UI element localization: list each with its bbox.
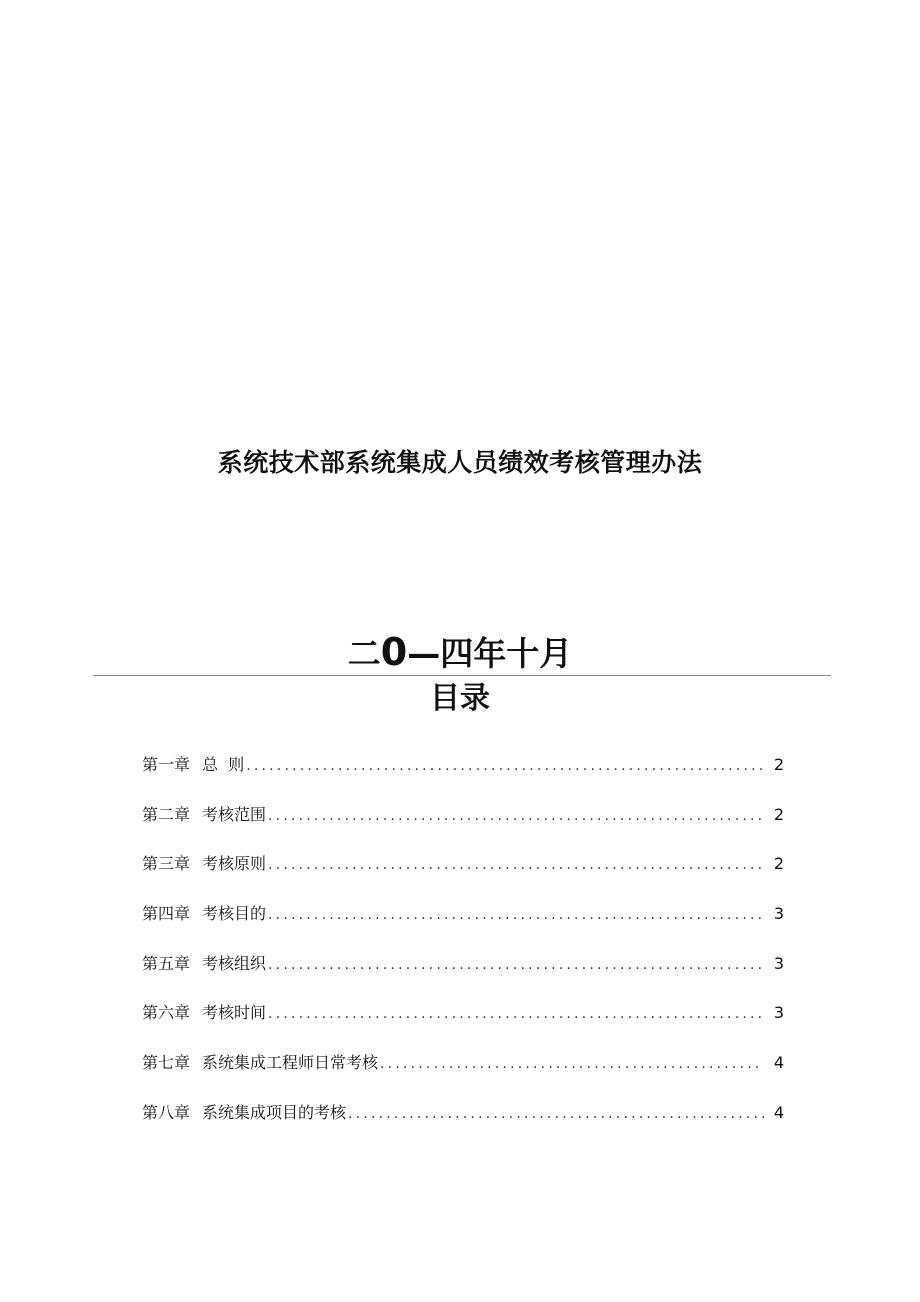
toc-name: 考核原则: [202, 854, 267, 874]
toc-page-number: 3: [773, 904, 784, 924]
toc-chapter: 第一章: [142, 755, 191, 774]
toc-page-number: 2: [773, 755, 784, 774]
date-prefix: 二: [347, 634, 381, 673]
toc-leader-dots: [268, 852, 764, 878]
page-divider: [93, 675, 831, 676]
toc-item[interactable]: [142, 901, 784, 951]
toc-item[interactable]: [142, 752, 784, 802]
toc-leader-dots: [268, 952, 764, 978]
toc-name: 系统集成项目的考核: [202, 1102, 347, 1122]
toc-item[interactable]: [142, 1000, 784, 1050]
toc-chapter: 第四章: [142, 904, 191, 924]
toc-item[interactable]: [142, 1100, 784, 1150]
toc-item[interactable]: [142, 851, 784, 901]
toc-chapter: 第五章: [142, 953, 191, 973]
toc-name: 总 则: [202, 755, 245, 774]
toc-page-number: 3: [773, 953, 784, 973]
table-of-contents: [142, 752, 784, 1150]
toc-item[interactable]: [142, 1050, 784, 1100]
toc-name: 系统集成工程师日常考核: [202, 1053, 379, 1073]
toc-chapter: 第六章: [142, 1003, 191, 1023]
toc-page-number: 2: [773, 854, 784, 874]
date-zero: 0: [380, 630, 408, 674]
toc-name: 考核目的: [202, 904, 267, 924]
toc-heading: 目录: [430, 681, 490, 716]
toc-name: 考核时间: [202, 1003, 267, 1023]
toc-name: 考核组织: [202, 953, 267, 973]
document-title: 系统技术部系统集成人员绩效考核管理办法: [217, 448, 703, 477]
toc-page-number: 2: [773, 804, 784, 824]
toc-chapter: 第八章: [142, 1102, 191, 1122]
toc-leader-dots: [268, 803, 764, 829]
toc-page-number: 3: [773, 1003, 784, 1023]
toc-page-number: 4: [773, 1053, 784, 1073]
date-suffix: —四年十月: [407, 634, 573, 673]
toc-leader-dots: [348, 1101, 764, 1127]
toc-leader-dots: [246, 753, 764, 779]
document-date: [0, 630, 920, 676]
toc-leader-dots: [380, 1051, 764, 1077]
toc-name: 考核范围: [202, 804, 267, 824]
toc-chapter: 第三章: [142, 854, 191, 874]
toc-chapter: 第二章: [142, 804, 191, 824]
toc-leader-dots: [268, 902, 764, 928]
toc-leader-dots: [268, 1001, 764, 1027]
toc-item[interactable]: [142, 802, 784, 852]
toc-item[interactable]: [142, 951, 784, 1001]
toc-page-number: 4: [773, 1102, 784, 1122]
toc-chapter: 第七章: [142, 1053, 191, 1073]
